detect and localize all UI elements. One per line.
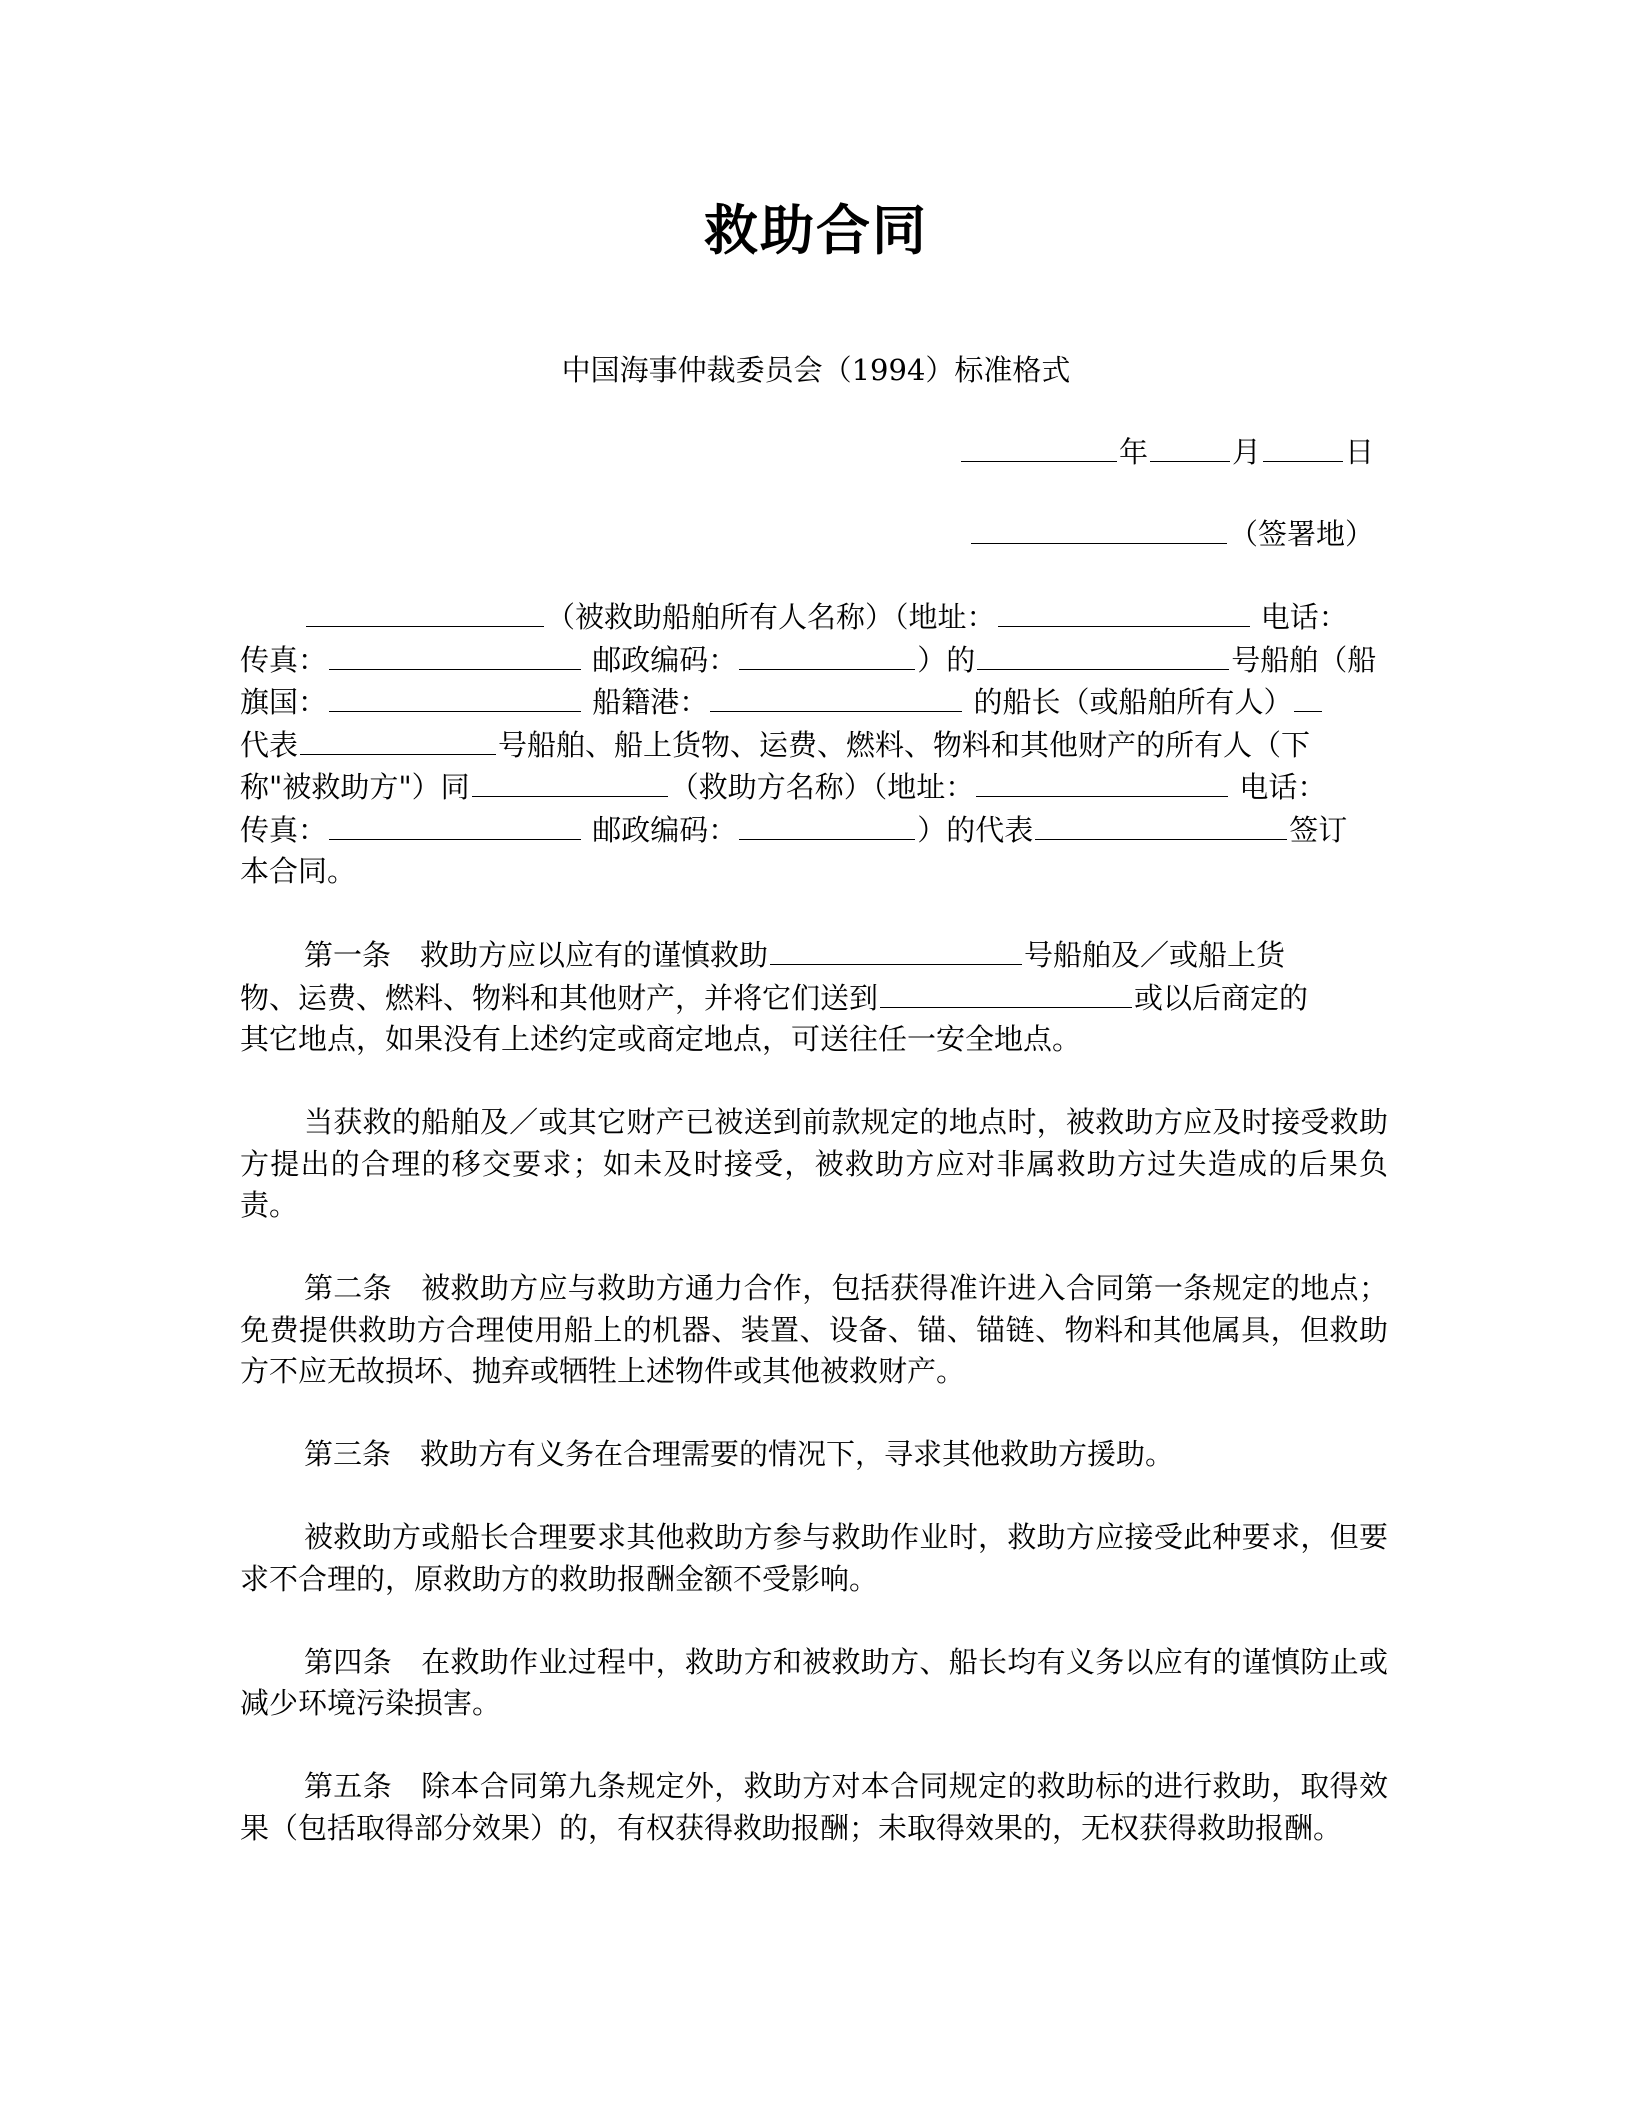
vessel-name-blank[interactable] bbox=[977, 639, 1229, 670]
day-blank[interactable] bbox=[1263, 431, 1343, 462]
parties-line-7 bbox=[240, 851, 1388, 893]
parties-text: ）的代表 bbox=[917, 812, 1034, 847]
destination-blank[interactable] bbox=[880, 977, 1132, 1008]
article-1-text: 其它地点，如果没有上述约定或商定地点，可送往任一安全地点。 bbox=[240, 1022, 1082, 1056]
salvor-fax-blank[interactable] bbox=[329, 809, 581, 840]
date-line bbox=[959, 430, 1374, 474]
salvor-postcode-blank[interactable] bbox=[739, 809, 915, 840]
flag-state-blank[interactable] bbox=[329, 681, 581, 712]
article-1-text: 第一条 救助方应以应有的谨慎救助 bbox=[304, 938, 769, 972]
month-label: 月 bbox=[1231, 435, 1261, 469]
parties-line-3 bbox=[240, 681, 1388, 724]
parties-text: 代表 bbox=[240, 727, 299, 762]
document-subtitle: 中国海事仲裁委员会（1994）标准格式 bbox=[561, 353, 1071, 387]
salved-owner-address-blank[interactable] bbox=[998, 596, 1250, 627]
article-2-paragraph: 第二条 被救助方应与救助方通力合作，包括获得准许进入合同第一条规定的地点；免费提供救助方合理使用船上的机器、装置、设备、锚、锚链、物料和其他属具，但救助方不应无故损坏、抛弃或牺牲上述物件或其他被救财产。 bbox=[240, 1271, 1388, 1388]
article-1-line-3 bbox=[240, 1019, 1388, 1061]
parties-text: （救助方名称）（地址： bbox=[669, 770, 975, 804]
article-1-text: 或以后商定的 bbox=[1134, 980, 1309, 1015]
salved-owner-postcode-blank[interactable] bbox=[739, 639, 915, 670]
year-blank[interactable] bbox=[961, 431, 1117, 462]
parties-text: 电话： bbox=[1260, 600, 1348, 634]
article-3-paragraph: 第三条 救助方有义务在合理需要的情况下，寻求其他救助方援助。 bbox=[304, 1437, 1175, 1471]
salvor-name-blank[interactable] bbox=[472, 766, 668, 797]
parties-text: 旗国： bbox=[240, 685, 328, 719]
parties-text: 电话： bbox=[1239, 770, 1327, 804]
document-title: 救助合同 bbox=[704, 199, 928, 262]
article-1-text: 物、运费、燃料、物料和其他财产，并将它们送到 bbox=[240, 980, 879, 1015]
parties-text: 号船舶（船 bbox=[1231, 642, 1377, 677]
parties-text: 邮政编码： bbox=[592, 642, 738, 677]
parties-text: ）的 bbox=[917, 642, 976, 677]
parties-text: （被救助船舶所有人名称）（地址： bbox=[546, 600, 996, 634]
delivery-paragraph: 当获救的船舶及／或其它财产已被送到前款规定的地点时，被救助方应及时接受救助方提出的合理的移交要求；如未及时接受，被救助方应对非属救助方过失造成的后果负责。 bbox=[240, 1105, 1388, 1222]
signing-place-blank[interactable] bbox=[971, 513, 1227, 544]
signing-place-label: （签署地） bbox=[1228, 517, 1374, 551]
day-label: 日 bbox=[1344, 435, 1374, 469]
salved-vessel-blank[interactable] bbox=[770, 934, 1022, 965]
year-label: 年 bbox=[1118, 435, 1148, 469]
parties-line-6 bbox=[240, 809, 1388, 852]
other-salvors-paragraph: 被救助方或船长合理要求其他救助方参与救助作业时，救助方应接受此种要求，但要求不合理的，原救助方的救助报酬金额不受影响。 bbox=[240, 1520, 1388, 1596]
parties-text: 称"被救助方"）同 bbox=[240, 770, 470, 804]
parties-line-2 bbox=[240, 639, 1388, 682]
represented-vessel-blank[interactable] bbox=[300, 724, 496, 755]
parties-text: 船籍港： bbox=[592, 685, 709, 719]
parties-line-5 bbox=[240, 766, 1388, 809]
contract-body bbox=[240, 596, 1388, 1891]
parties-paragraph bbox=[240, 596, 1388, 893]
salved-owner-name-blank[interactable] bbox=[306, 596, 544, 627]
parties-text: 传真： bbox=[240, 812, 328, 847]
article-1-paragraph bbox=[240, 934, 1388, 1061]
parties-text: 传真： bbox=[240, 642, 328, 677]
parties-line-1 bbox=[240, 596, 1388, 639]
parties-text: 本合同。 bbox=[240, 854, 357, 888]
salvor-address-blank[interactable] bbox=[976, 766, 1228, 797]
article-5-paragraph: 第五条 除本合同第九条规定外，救助方对本合同规定的救助标的进行救助，取得效果（包括取得部分效果）的，有权获得救助报酬；未取得效果的，无权获得救助报酬。 bbox=[240, 1769, 1388, 1845]
parties-text: 号船舶、船上货物、运费、燃料、物料和其他财产的所有人（下 bbox=[498, 727, 1311, 762]
salved-owner-fax-blank[interactable] bbox=[329, 639, 581, 670]
signing-place-line bbox=[969, 512, 1374, 556]
parties-text: 的船长（或船舶所有人） bbox=[973, 685, 1293, 719]
parties-line-4 bbox=[240, 724, 1388, 767]
parties-text: 签订 bbox=[1289, 812, 1348, 847]
salvor-representative-blank[interactable] bbox=[1035, 809, 1287, 840]
article-1-line-1 bbox=[240, 934, 1388, 977]
parties-text: 邮政编码： bbox=[592, 812, 738, 847]
port-of-registry-blank[interactable] bbox=[710, 681, 962, 712]
article-1-text: 号船舶及／或船上货 bbox=[1024, 938, 1286, 972]
master-name-blank[interactable] bbox=[1294, 681, 1322, 712]
article-4-paragraph: 第四条 在救助作业过程中，救助方和被救助方、船长均有义务以应有的谨慎防止或减少环境污染损害。 bbox=[240, 1644, 1388, 1720]
month-blank[interactable] bbox=[1150, 431, 1230, 462]
article-1-line-2 bbox=[240, 977, 1388, 1020]
